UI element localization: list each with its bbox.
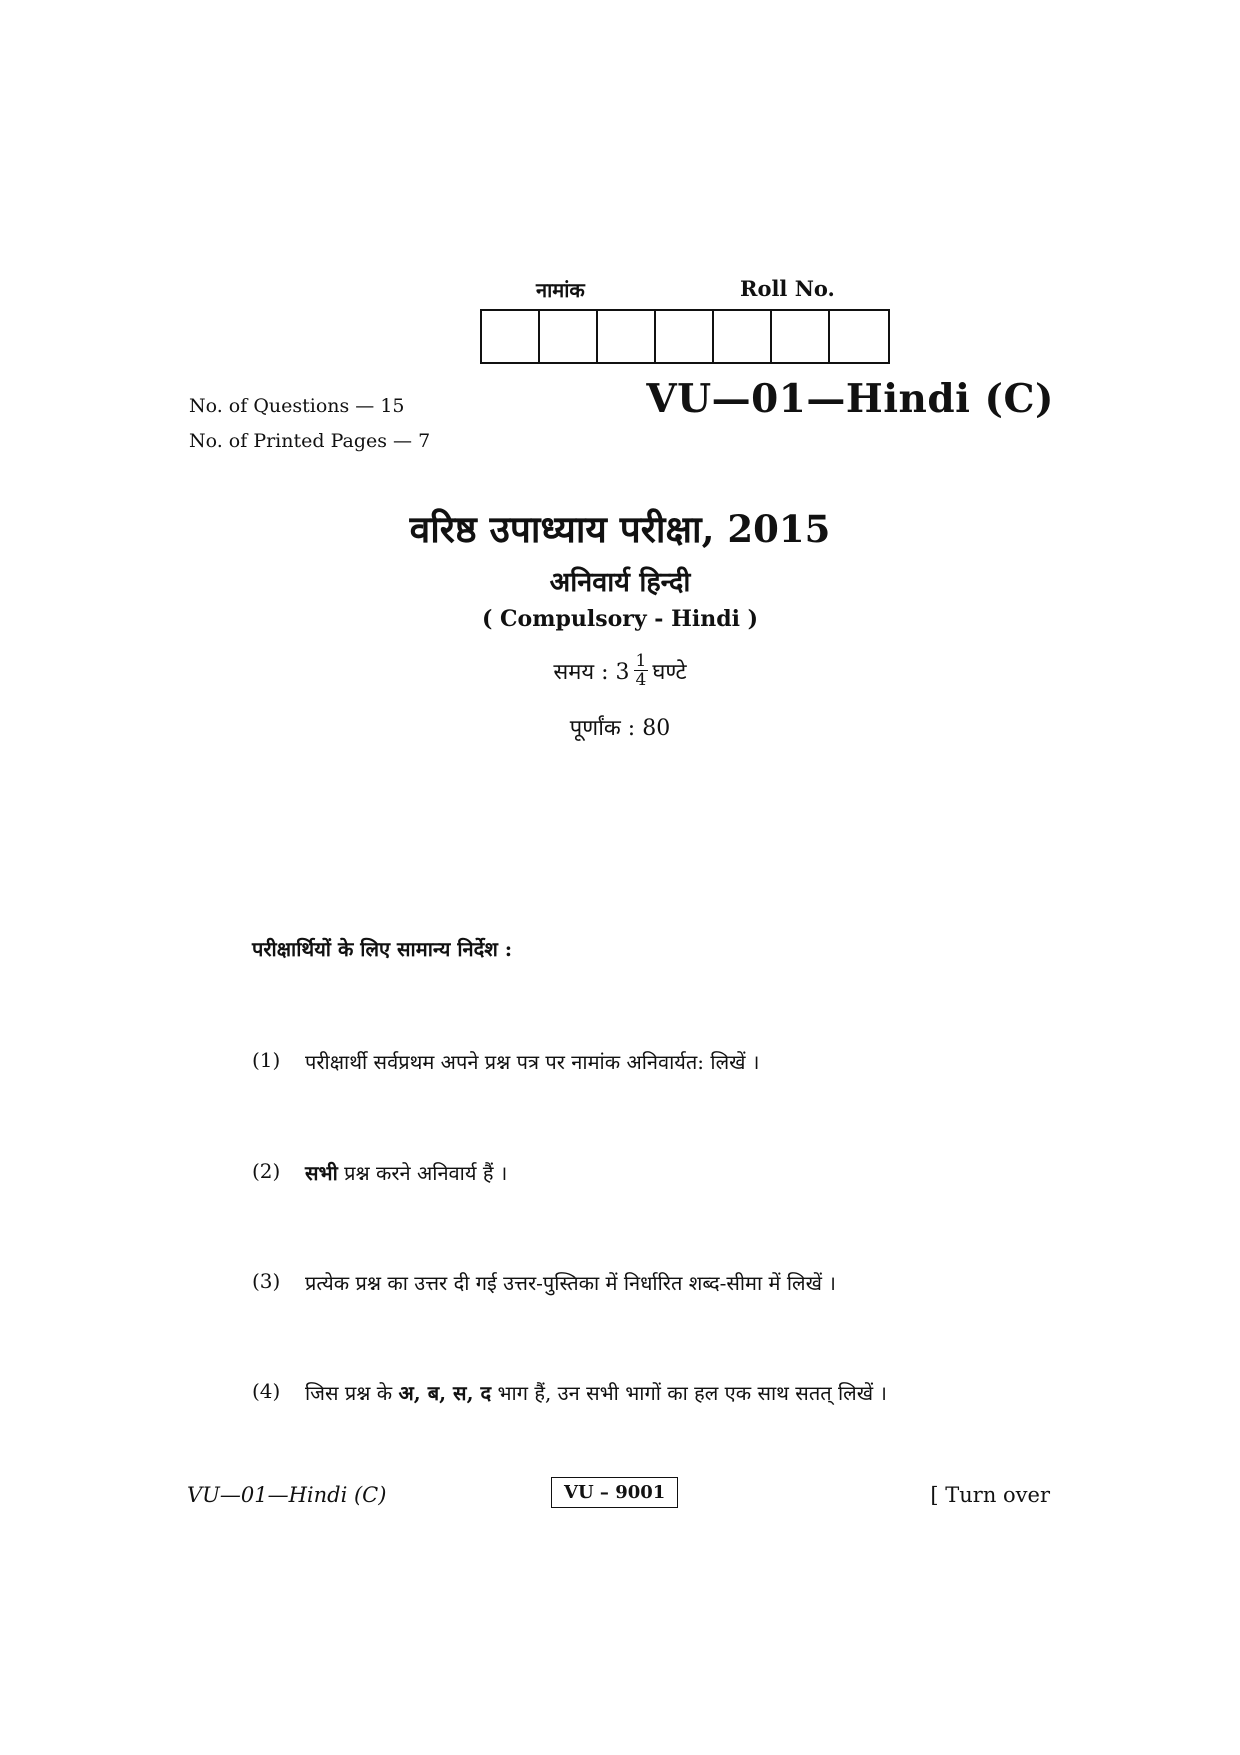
number-of-pages: No. of Printed Pages — 7 [189,430,431,452]
roll-box [772,311,830,362]
fraction-denominator: 4 [635,670,647,690]
exam-title: वरिष्ठ उपाध्याय परीक्षा, 2015 [409,507,831,551]
instruction-number: (3) [252,1269,281,1293]
instruction-text: भाग हैं, उन सभी भागों का हल एक साथ सतत् लिखें । [491,1381,888,1405]
instruction-item [252,1159,507,1186]
roll-box [598,311,656,362]
turn-over-note: [ Turn over [930,1483,1050,1507]
instruction-item [252,1048,759,1075]
roll-label-english: Roll No. [740,276,835,301]
footer-paper-code: VU—01—Hindi (C) [187,1483,387,1507]
maximum-marks: पूर्णांक : 80 [569,716,671,741]
instruction-number: (1) [252,1048,281,1072]
instruction-item [252,1269,836,1296]
instruction-text-prefix: जिस प्रश्न के [305,1381,399,1405]
roll-box [482,311,540,362]
instruction-number: (2) [252,1159,281,1183]
roll-box [830,311,888,362]
fraction-numerator: 1 [635,651,647,671]
roll-number-boxes [480,309,890,364]
subject-english: ( Compulsory - Hindi ) [481,606,759,632]
time-prefix: समय : 3 [553,659,630,685]
roll-box [714,311,772,362]
paper-code: VU—01—Hindi (C) [646,376,1054,422]
instruction-text: प्रत्येक प्रश्न का उत्तर दी गई उत्तर-पुस्तिका में निर्धारित शब्द-सीमा में लिखें । [305,1271,836,1295]
roll-box [656,311,714,362]
instruction-bold-text: सभी [305,1161,338,1185]
instruction-item [252,1379,887,1406]
number-of-questions: No. of Questions — 15 [189,395,405,417]
time-fraction [634,652,649,689]
footer-booklet-code: VU – 9001 [551,1477,678,1508]
time-suffix: घण्टे [652,659,687,685]
subject-hindi: अनिवार्य हिन्दी [549,567,691,598]
roll-box [540,311,598,362]
instructions-heading: परीक्षार्थियों के लिए सामान्य निर्देश : [252,937,513,961]
instruction-text: प्रश्न करने अनिवार्य हैं । [337,1161,508,1185]
instruction-number: (4) [252,1379,281,1403]
roll-label-hindi: नामांक [536,278,585,302]
instruction-bold-text: अ, ब, स, द [398,1381,492,1405]
time-allowed [0,652,1240,689]
instruction-text: परीक्षार्थी सर्वप्रथम अपने प्रश्न पत्र पर नामांक अनिवार्यत: लिखें । [305,1050,760,1074]
